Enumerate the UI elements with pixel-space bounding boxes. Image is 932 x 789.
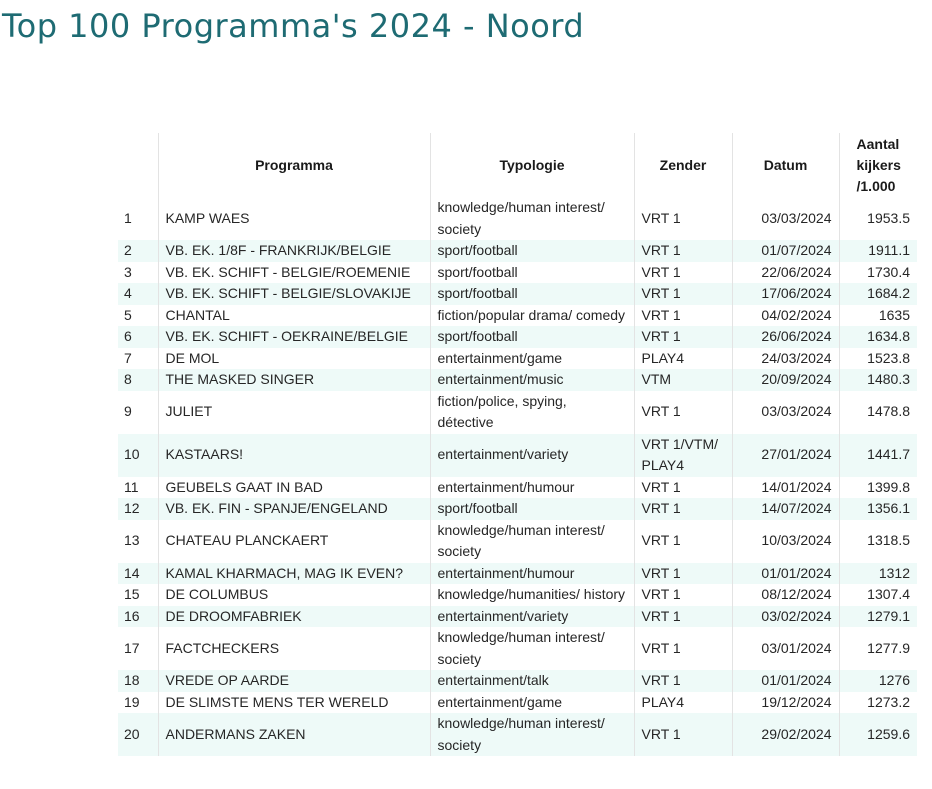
cell-typologie: sport/football bbox=[430, 240, 634, 262]
table-row[interactable] bbox=[118, 391, 917, 434]
cell-aantal-kijkers: 1480.3 bbox=[839, 369, 917, 391]
cell-zender: PLAY4 bbox=[634, 348, 732, 370]
cell-typologie: knowledge/human interest/ society bbox=[430, 197, 634, 240]
cell-programma: VB. EK. FIN - SPANJE/ENGELAND bbox=[158, 498, 430, 520]
cell-datum: 01/01/2024 bbox=[732, 670, 839, 692]
cell-datum: 26/06/2024 bbox=[732, 326, 839, 348]
cell-datum: 14/01/2024 bbox=[732, 477, 839, 499]
cell-datum: 20/09/2024 bbox=[732, 369, 839, 391]
table-row[interactable] bbox=[118, 197, 917, 240]
cell-programma: FACTCHECKERS bbox=[158, 627, 430, 670]
table-row[interactable] bbox=[118, 670, 917, 692]
cell-aantal-kijkers: 1318.5 bbox=[839, 520, 917, 563]
cell-datum: 03/01/2024 bbox=[732, 627, 839, 670]
cell-aantal-kijkers: 1523.8 bbox=[839, 348, 917, 370]
cell-zender: VRT 1 bbox=[634, 283, 732, 305]
cell-typologie: entertainment/talk bbox=[430, 670, 634, 692]
cell-programma: VB. EK. 1/8F - FRANKRIJK/BELGIE bbox=[158, 240, 430, 262]
cell-programma: THE MASKED SINGER bbox=[158, 369, 430, 391]
cell-rank: 17 bbox=[124, 639, 140, 656]
header-rank bbox=[118, 133, 158, 197]
cell-aantal-kijkers: 1399.8 bbox=[839, 477, 917, 499]
cell-aantal-kijkers: 1307.4 bbox=[839, 584, 917, 606]
cell-rank: 13 bbox=[124, 532, 140, 549]
table-row[interactable] bbox=[118, 713, 917, 756]
cell-aantal-kijkers: 1441.7 bbox=[839, 434, 917, 477]
cell-typologie: entertainment/humour bbox=[430, 477, 634, 499]
cell-typologie: knowledge/human interest/ society bbox=[430, 713, 634, 756]
cell-programma: KAMAL KHARMACH, MAG IK EVEN? bbox=[158, 563, 430, 585]
cell-aantal-kijkers: 1634.8 bbox=[839, 326, 917, 348]
cell-programma: KAMP WAES bbox=[158, 197, 430, 240]
table-row[interactable] bbox=[118, 348, 917, 370]
cell-datum: 04/02/2024 bbox=[732, 305, 839, 327]
cell-datum: 27/01/2024 bbox=[732, 434, 839, 477]
header-programma[interactable]: Programma bbox=[158, 133, 430, 197]
cell-rank: 9 bbox=[124, 403, 132, 420]
table-row[interactable] bbox=[118, 369, 917, 391]
cell-datum: 03/03/2024 bbox=[732, 197, 839, 240]
cell-rank: 11 bbox=[124, 478, 139, 495]
cell-aantal-kijkers: 1911.1 bbox=[839, 240, 917, 262]
cell-aantal-kijkers: 1312 bbox=[839, 563, 917, 585]
cell-zender: VRT 1 bbox=[634, 563, 732, 585]
cell-typologie: entertainment/game bbox=[430, 692, 634, 714]
header-zender[interactable]: Zender bbox=[634, 133, 732, 197]
ratings-table-container bbox=[118, 133, 917, 756]
table-row[interactable] bbox=[118, 563, 917, 585]
cell-datum: 10/03/2024 bbox=[732, 520, 839, 563]
cell-typologie: entertainment/game bbox=[430, 348, 634, 370]
cell-zender: PLAY4 bbox=[634, 692, 732, 714]
page-title: Top 100 Programma's 2024 - Noord bbox=[2, 7, 585, 45]
cell-rank: 2 bbox=[118, 240, 158, 262]
cell-datum: 22/06/2024 bbox=[732, 262, 839, 284]
cell-aantal-kijkers: 1356.1 bbox=[839, 498, 917, 520]
cell-aantal-kijkers: 1684.2 bbox=[839, 283, 917, 305]
cell-rank: 6 bbox=[118, 326, 158, 348]
cell-zender: VRT 1 bbox=[634, 606, 732, 628]
table-body bbox=[118, 197, 917, 756]
cell-programma: DE COLUMBUS bbox=[158, 584, 430, 606]
table-row[interactable] bbox=[118, 498, 917, 520]
cell-aantal-kijkers: 1277.9 bbox=[839, 627, 917, 670]
cell-zender: VRT 1 bbox=[634, 584, 732, 606]
table-row[interactable] bbox=[118, 240, 917, 262]
cell-typologie: entertainment/humour bbox=[430, 563, 634, 585]
cell-datum: 03/02/2024 bbox=[732, 606, 839, 628]
cell-programma: VREDE OP AARDE bbox=[158, 670, 430, 692]
cell-programma: JULIET bbox=[158, 391, 430, 434]
cell-typologie: sport/football bbox=[430, 326, 634, 348]
cell-rank: 15 bbox=[124, 586, 140, 602]
cell-programma: KASTAARS! bbox=[158, 434, 430, 477]
cell-zender: VRT 1 bbox=[634, 627, 732, 670]
cell-datum: 17/06/2024 bbox=[732, 283, 839, 305]
ratings-table bbox=[118, 133, 917, 756]
cell-programma: VB. EK. SCHIFT - BELGIE/ROEMENIE bbox=[158, 262, 430, 284]
cell-programma: VB. EK. SCHIFT - BELGIE/SLOVAKIJE bbox=[158, 283, 430, 305]
table-row[interactable] bbox=[118, 283, 917, 305]
cell-zender: VRT 1 bbox=[634, 262, 732, 284]
cell-aantal-kijkers: 1273.2 bbox=[839, 692, 917, 714]
header-datum[interactable]: Datum bbox=[732, 133, 839, 197]
cell-typologie: knowledge/human interest/ society bbox=[430, 627, 634, 670]
cell-aantal-kijkers: 1259.6 bbox=[839, 713, 917, 756]
cell-rank: 7 bbox=[124, 349, 132, 366]
cell-typologie: knowledge/human interest/ society bbox=[430, 520, 634, 563]
cell-typologie: knowledge/humanities/ history bbox=[430, 584, 634, 606]
table-row[interactable] bbox=[118, 326, 917, 348]
cell-datum: 01/07/2024 bbox=[732, 240, 839, 262]
cell-zender: VRT 1 bbox=[634, 391, 732, 434]
table-row[interactable] bbox=[118, 477, 917, 499]
cell-rank: 4 bbox=[118, 283, 158, 305]
table-row[interactable] bbox=[118, 305, 917, 327]
cell-rank: 10 bbox=[118, 434, 158, 477]
cell-programma: CHANTAL bbox=[158, 305, 430, 327]
cell-datum: 08/12/2024 bbox=[732, 584, 839, 606]
cell-zender: VRT 1 bbox=[634, 713, 732, 756]
cell-aantal-kijkers: 1953.5 bbox=[839, 197, 917, 240]
cell-programma: CHATEAU PLANCKAERT bbox=[158, 520, 430, 563]
cell-programma: GEUBELS GAAT IN BAD bbox=[158, 477, 430, 499]
cell-aantal-kijkers: 1730.4 bbox=[839, 262, 917, 284]
cell-rank: 16 bbox=[118, 606, 158, 628]
cell-typologie: fiction/police, spying, détective bbox=[430, 391, 634, 434]
table-row[interactable] bbox=[118, 584, 917, 606]
cell-zender: VRT 1 bbox=[634, 326, 732, 348]
cell-zender: VRT 1/VTM/ PLAY4 bbox=[634, 434, 732, 477]
cell-typologie: fiction/popular drama/ comedy bbox=[430, 305, 634, 327]
cell-rank: 8 bbox=[118, 369, 158, 391]
cell-programma: DE SLIMSTE MENS TER WERELD bbox=[158, 692, 430, 714]
cell-aantal-kijkers: 1279.1 bbox=[839, 606, 917, 628]
cell-datum: 03/03/2024 bbox=[732, 391, 839, 434]
cell-programma: DE DROOMFABRIEK bbox=[158, 606, 430, 628]
cell-zender: VRT 1 bbox=[634, 520, 732, 563]
cell-programma: ANDERMANS ZAKEN bbox=[158, 713, 430, 756]
header-typologie[interactable]: Typologie bbox=[430, 133, 634, 197]
table-header bbox=[118, 133, 917, 197]
cell-typologie: entertainment/music bbox=[430, 369, 634, 391]
cell-aantal-kijkers: 1478.8 bbox=[839, 391, 917, 434]
cell-datum: 14/07/2024 bbox=[732, 498, 839, 520]
cell-zender: VRT 1 bbox=[634, 477, 732, 499]
cell-zender: VRT 1 bbox=[634, 197, 732, 240]
table-row[interactable] bbox=[118, 627, 917, 670]
table-row[interactable] bbox=[118, 262, 917, 284]
cell-rank: 3 bbox=[124, 263, 132, 280]
cell-zender: VRT 1 bbox=[634, 240, 732, 262]
cell-rank: 5 bbox=[124, 306, 132, 323]
cell-datum: 29/02/2024 bbox=[732, 713, 839, 756]
table-row[interactable] bbox=[118, 520, 917, 563]
cell-rank: 12 bbox=[118, 498, 158, 520]
cell-datum: 19/12/2024 bbox=[732, 692, 839, 714]
table-row[interactable] bbox=[118, 606, 917, 628]
table-row[interactable] bbox=[118, 692, 917, 714]
cell-zender: VTM bbox=[634, 369, 732, 391]
cell-typologie: entertainment/variety bbox=[430, 434, 634, 477]
cell-rank: 19 bbox=[124, 693, 140, 710]
cell-zender: VRT 1 bbox=[634, 305, 732, 327]
cell-datum: 24/03/2024 bbox=[732, 348, 839, 370]
header-aantal-kijkers[interactable]: Aantal kijkers /1.000 bbox=[839, 133, 917, 197]
header-row bbox=[118, 133, 917, 197]
cell-datum: 01/01/2024 bbox=[732, 563, 839, 585]
cell-typologie: sport/football bbox=[430, 283, 634, 305]
cell-programma: VB. EK. SCHIFT - OEKRAINE/BELGIE bbox=[158, 326, 430, 348]
cell-rank: 1 bbox=[124, 209, 132, 226]
cell-programma: DE MOL bbox=[158, 348, 430, 370]
cell-zender: VRT 1 bbox=[634, 498, 732, 520]
cell-aantal-kijkers: 1635 bbox=[839, 305, 917, 327]
cell-rank: 14 bbox=[118, 563, 158, 585]
cell-aantal-kijkers: 1276 bbox=[839, 670, 917, 692]
cell-typologie: sport/football bbox=[430, 498, 634, 520]
cell-rank: 20 bbox=[118, 713, 158, 756]
table-row[interactable] bbox=[118, 434, 917, 477]
cell-zender: VRT 1 bbox=[634, 670, 732, 692]
cell-typologie: entertainment/variety bbox=[430, 606, 634, 628]
cell-typologie: sport/football bbox=[430, 262, 634, 284]
cell-rank: 18 bbox=[118, 670, 158, 692]
